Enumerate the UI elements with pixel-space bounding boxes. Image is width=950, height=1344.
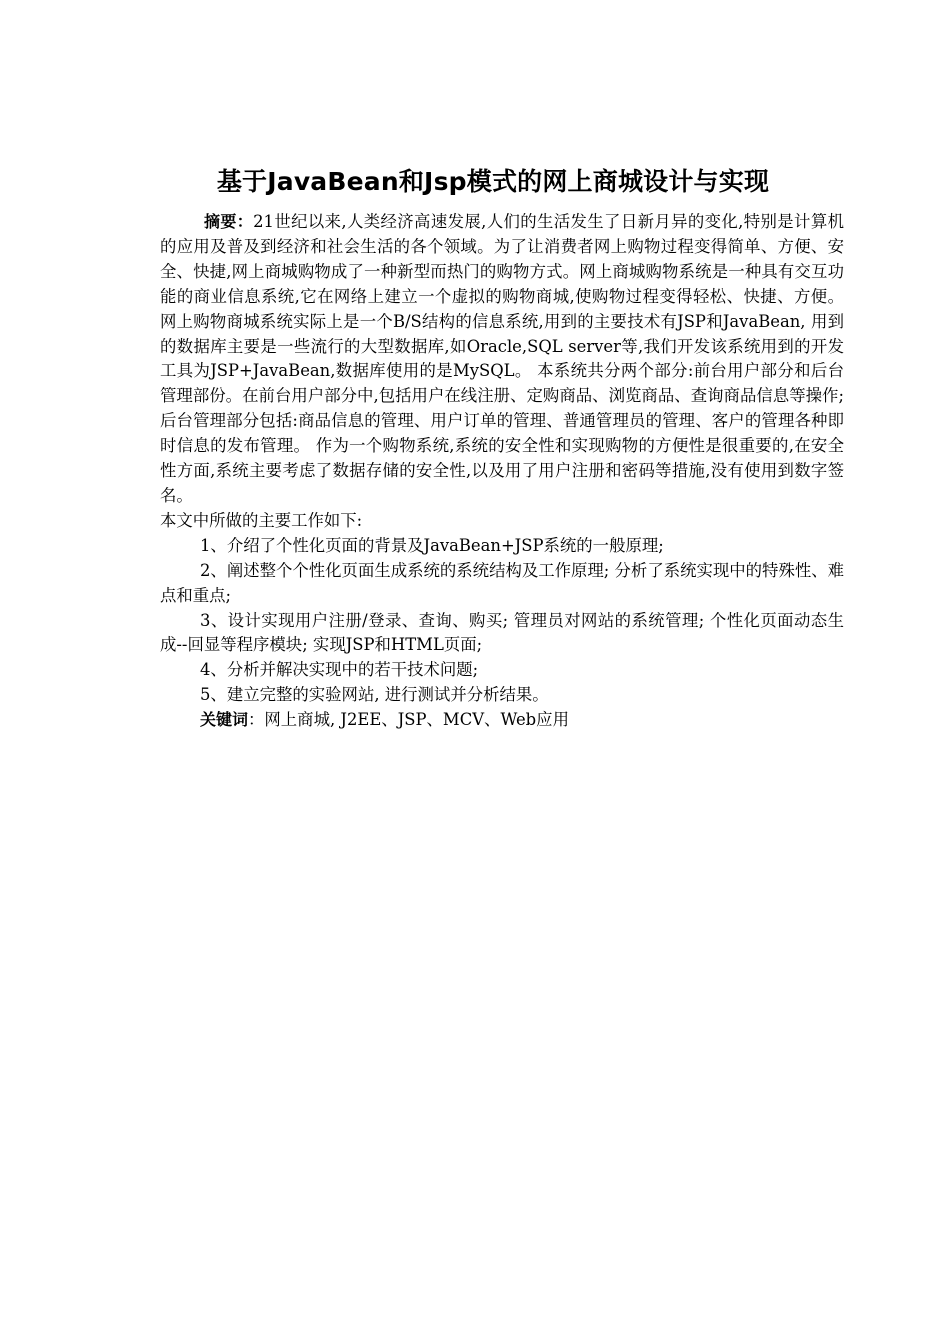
work-item-5: 5、建立完整的实验网站, 进行测试并分析结果。 [200,685,549,705]
work-intro: 本文中所做的主要工作如下: [160,510,363,530]
document-body [160,210,844,733]
work-item-1: 1、介绍了个性化页面的背景及JavaBean+JSP系统的一般原理; [200,535,664,555]
abstract-paragraph [160,210,844,509]
keywords-paragraph [160,708,844,733]
abstract-label: 摘要： [204,212,254,231]
keywords-text: ：网上商城, J2EE、JSP、MCV、Web应用 [248,710,569,730]
work-item-3: 3、设计实现用户注册/登录、查询、购买; 管理员对网站的系统管理; 个性化页面动态生成--回显等程序模块; 实现JSP和HTML页面; [160,610,844,655]
abstract-text: 21世纪以来,人类经济高速发展,人们的生活发生了日新月异的变化,特别是计算机的应用及普及到经济和社会生活的各个领域。为了让消费者网上购物过程变得简单、方便、安全、快捷,网上商城购物成了一种新型而热门的购物方式。网上商城购物系统是一种具有交互功能的商业信息系统,它在网络上建立一个虚拟的购物商城,使购物过程变得轻松、快捷、方便。 网上购物商城系统实际上是一个B/S结构的信息系统,用到的主要技术有JSP和JavaBean, 用到的数据库主要是一些流行的大型数据库,如Oracle,SQL server等,我们开发该系统用到的开发工具为JSP+JavaBean,数据库使用的是MySQL。 本系统共分两个部分:前台用户部分和后台管理部份。在前台用户部分中,包括用户在线注册、定购商品、浏览商品、查询商品信息等操作;后台管理部分包括:商品信息的管理、用户订单的管理、普通管理员的管理、客户的管理各种即时信息的发布管理。 作为一个购物系统,系统的安全性和实现购物的方便性是很重要的,在安全性方面,系统主要考虑了数据存储的安全性,以及用了用户注册和密码等措施,没有使用到数字签名。 [160,212,844,505]
work-item-4: 4、分析并解决实现中的若干技术问题; [200,660,479,680]
document-title: 基于JavaBean和Jsp模式的网上商城设计与实现 [216,167,770,196]
keywords-label: 关键词 [200,710,249,730]
work-item-2: 2、阐述整个个性化页面生成系统的系统结构及工作原理; 分析了系统实现中的特殊性、难点和重点; [160,560,845,605]
